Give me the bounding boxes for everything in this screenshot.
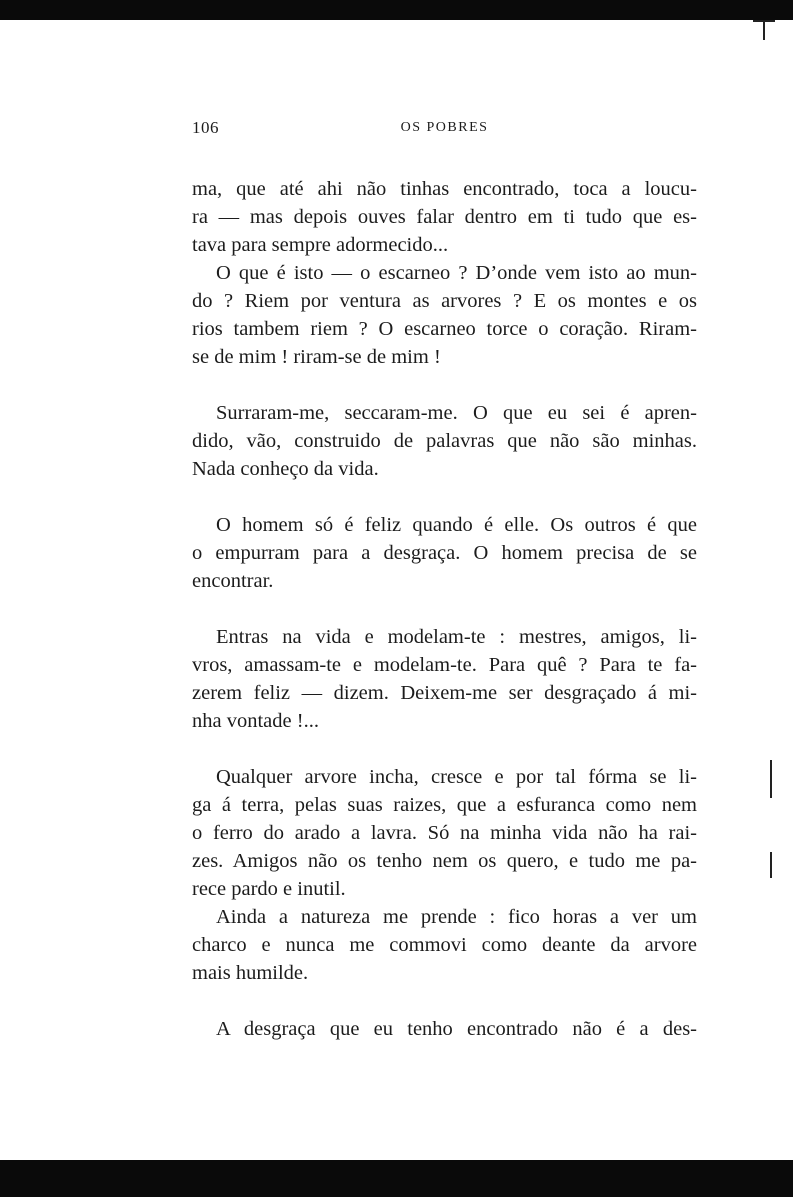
- page-number: 106: [192, 118, 219, 137]
- text-line: encontrar.: [192, 570, 274, 592]
- text-line: ga á terra, pelas suas raizes, que a esfuranca como nem: [192, 794, 697, 816]
- scan-border-bottom: [0, 1160, 793, 1197]
- text-line: Surraram-me, seccaram-me. O que eu sei é apren-: [216, 402, 697, 424]
- text-line: tava para sempre adormecido...: [192, 234, 449, 256]
- text-line: charco e nunca me commovi como deante da arvore: [192, 934, 697, 956]
- text-line: O homem só é feliz quando é elle. Os outros é que: [216, 514, 697, 536]
- text-line: Ainda a natureza me prende : fico horas a ver um: [216, 906, 697, 928]
- text-line: A desgraça que eu tenho encontrado não é a des-: [216, 1018, 697, 1040]
- text-line: rios tambem riem ? O escarneo torce o coração. Riram-: [192, 318, 697, 340]
- page-header: [192, 118, 697, 140]
- text-line: Qualquer arvore incha, cresce e por tal fórma se li-: [216, 766, 697, 788]
- paragraph-gap: [192, 483, 697, 511]
- scan-corner-mark: [763, 22, 765, 40]
- paragraph-gap: [192, 735, 697, 763]
- text-line: rece pardo e inutil.: [192, 878, 346, 900]
- text-line: Entras na vida e modelam-te : mestres, amigos, li-: [216, 626, 697, 648]
- paragraph-gap: [192, 371, 697, 399]
- margin-mark: [770, 760, 772, 798]
- text-line: mais humilde.: [192, 962, 309, 984]
- text-line: zerem feliz — dizem. Deixem-me ser desgraçado á mi-: [192, 682, 697, 704]
- text-line: zes. Amigos não os tenho nem os quero, e tudo me pa-: [192, 850, 697, 872]
- scan-border-top: [0, 0, 793, 20]
- text-line: do ? Riem por ventura as arvores ? E os montes e os: [192, 290, 697, 312]
- text-line: dido, vão, construido de palavras que não são minhas.: [192, 430, 697, 452]
- margin-mark: [770, 852, 772, 878]
- text-line: O que é isto — o escarneo ? D’onde vem isto ao mun-: [216, 262, 697, 284]
- text-line: o ferro do arado a lavra. Só na minha vida não ha rai-: [192, 822, 697, 844]
- text-line: se de mim ! riram-se de mim !: [192, 346, 441, 368]
- body-text: [192, 175, 697, 1043]
- running-title: OS POBRES: [400, 120, 489, 135]
- paragraph-gap: [192, 987, 697, 1015]
- text-line: nha vontade !...: [192, 710, 319, 732]
- paragraph-gap: [192, 595, 697, 623]
- text-line: vros, amassam-te e modelam-te. Para quê ? Para te fa-: [192, 654, 697, 676]
- text-line: Nada conheço da vida.: [192, 458, 379, 480]
- text-line: ma, que até ahi não tinhas encontrado, toca a loucu-: [192, 178, 697, 200]
- text-line: ra — mas depois ouves falar dentro em ti tudo que es-: [192, 206, 697, 228]
- text-line: o empurram para a desgraça. O homem precisa de se: [192, 542, 697, 564]
